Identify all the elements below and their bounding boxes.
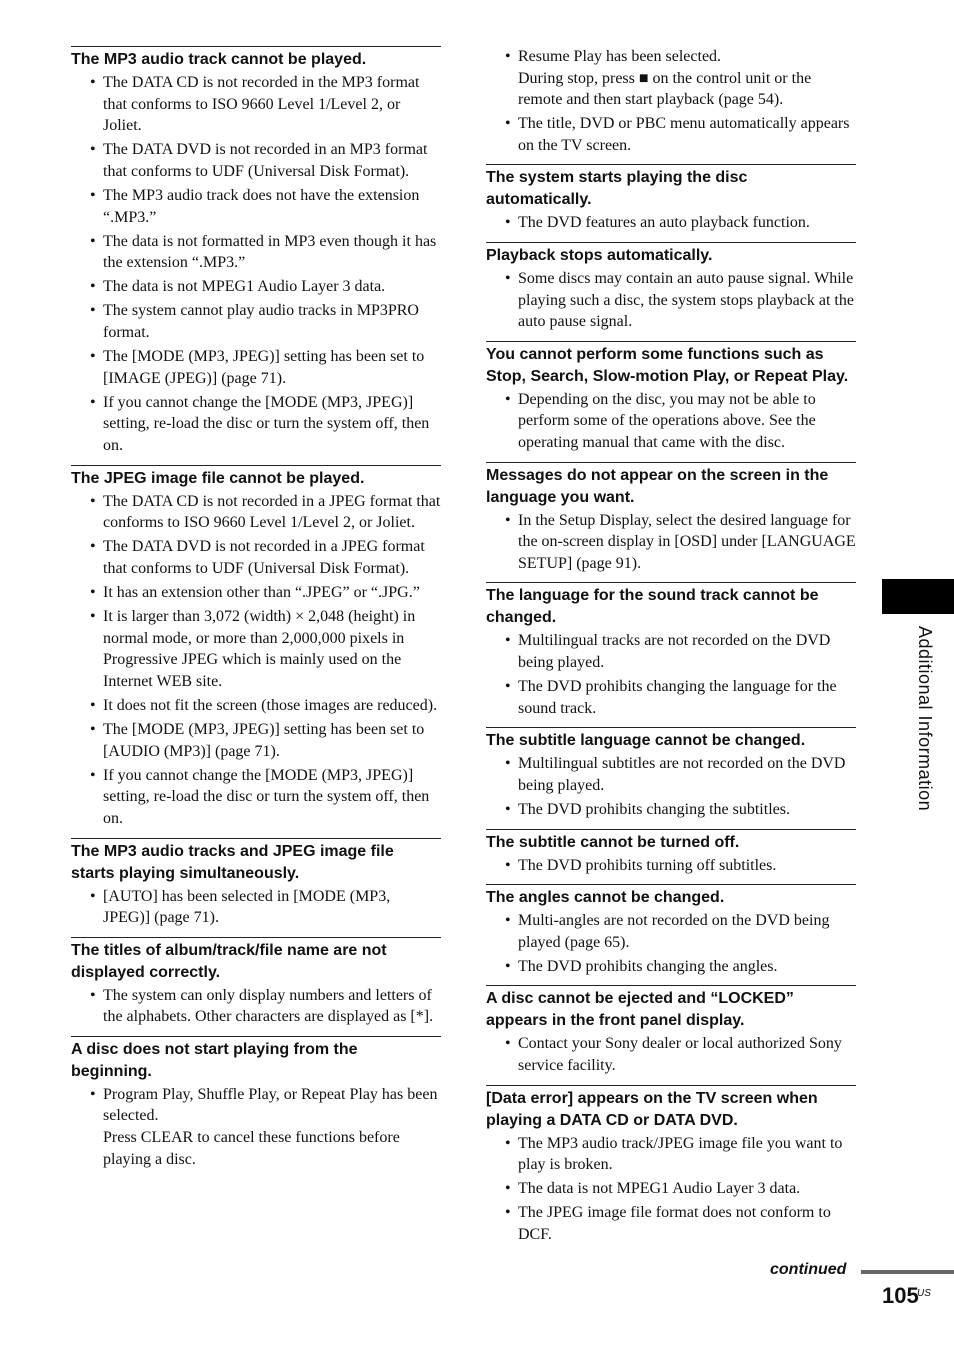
- bullet-note: Press CLEAR to cancel these functions before playing a disc.: [103, 1129, 400, 1168]
- bullet-list: [486, 855, 856, 877]
- bullet-list: [486, 630, 856, 719]
- bullet-item: [71, 582, 441, 604]
- bullet-text: • The DATA CD is not recorded in a JPEG format that conforms to ISO 9660 Level 1/Level 2, or Joliet.: [103, 492, 441, 532]
- bullet-text: • If you cannot change the [MODE (MP3, JPEG)] setting, re-load the disc or turn the system off, then on.: [103, 766, 430, 827]
- bullet-text: • The DVD prohibits changing the angles.: [518, 957, 778, 975]
- bullet-item: [486, 46, 856, 111]
- bullet-text: • Depending on the disc, you may not be able to perform some of the operations above. See the operating manual that came with the disc.: [518, 390, 816, 452]
- bullet-item: [71, 300, 441, 343]
- bullet-item: [486, 212, 856, 234]
- section-heading: The JPEG image file cannot be played.: [71, 469, 365, 487]
- right-column: [486, 46, 856, 1254]
- bullet-text: • Some discs may contain an auto pause signal. While playing such a disc, the system stops playback at the auto pause signal.: [518, 270, 854, 331]
- troubleshooting-section: [486, 582, 856, 719]
- bullet-text: • The system cannot play audio tracks in MP3PRO format.: [103, 302, 419, 342]
- bullet-item: [71, 536, 441, 579]
- bullet-item: [486, 113, 856, 156]
- bullet-text: • The DATA DVD is not recorded in a JPEG format that conforms to UDF (Universal Disk Format).: [103, 538, 425, 577]
- bullet-text: • Multilingual tracks are not recorded on the DVD being played.: [518, 632, 831, 671]
- troubleshooting-section: [486, 829, 856, 877]
- bullet-text: • It has an extension other than “.JPEG” or “.JPG.”: [103, 583, 420, 601]
- page-region-suffix: US: [917, 1288, 931, 1299]
- bullet-text: • Multilingual subtitles are not recorded on the DVD being played.: [518, 755, 846, 794]
- troubleshooting-section: [486, 727, 856, 820]
- section-heading: The angles cannot be changed.: [486, 889, 725, 907]
- bullet-list: [486, 268, 856, 333]
- bullet-list: [71, 1084, 441, 1170]
- troubleshooting-section: [486, 884, 856, 977]
- troubleshooting-section: [71, 1036, 441, 1170]
- section-heading: The language for the sound track cannot be changed.: [486, 587, 819, 627]
- troubleshooting-section: [486, 1085, 856, 1246]
- bullet-text: • The DVD prohibits turning off subtitles.: [518, 856, 777, 874]
- bullet-text: • The DVD features an auto playback function.: [518, 214, 810, 232]
- bullet-text: • The DVD prohibits changing the subtitles.: [518, 800, 790, 818]
- troubleshooting-section: [71, 937, 441, 1028]
- troubleshooting-section: [486, 462, 856, 575]
- bullet-text: • The MP3 audio track does not have the extension “.MP3.”: [103, 186, 420, 226]
- troubleshooting-section: [71, 465, 441, 830]
- bullet-text: • In the Setup Display, select the desired language for the on-screen display in [OSD] under [LANGUAGE SETUP] (page 91).: [518, 511, 856, 572]
- bullet-item: [71, 491, 441, 534]
- troubleshooting-section: [486, 46, 856, 156]
- bullet-item: [486, 1178, 856, 1200]
- bullet-text: • The data is not formatted in MP3 even though it has the extension “.MP3.”: [103, 232, 437, 272]
- bullet-text: • The JPEG image file format does not conform to DCF.: [518, 1204, 831, 1243]
- bullet-item: [71, 606, 441, 692]
- section-heading: A disc does not start playing from the beginning.: [71, 1040, 358, 1080]
- section-heading: The MP3 audio track cannot be played.: [71, 51, 367, 68]
- bullet-text: • The DVD prohibits changing the language for the sound track.: [518, 678, 837, 717]
- bullet-list: [486, 46, 856, 156]
- section-tab-marker: [882, 579, 954, 614]
- bullet-item: [71, 392, 441, 457]
- left-column: [71, 46, 441, 1178]
- troubleshooting-section: [71, 46, 441, 457]
- bullet-text: • The data is not MPEG1 Audio Layer 3 data.: [518, 1180, 801, 1198]
- bullet-item: [486, 799, 856, 821]
- bullet-item: [486, 855, 856, 877]
- troubleshooting-section: [486, 341, 856, 454]
- bullet-text: • It is larger than 3,072 (width) × 2,048 (height) in normal mode, or more than 2,000,000 pixels in Progressive JPEG which is mainly used on the Internet WEB site.: [103, 608, 416, 690]
- bullet-item: [486, 510, 856, 575]
- section-heading: Messages do not appear on the screen in the language you want.: [486, 466, 829, 506]
- bullet-text: • Resume Play has been selected.: [518, 48, 722, 65]
- bullet-text: • The system can only display numbers and letters of the alphabets. Other characters are displayed as [*].: [103, 986, 434, 1026]
- bullet-item: [71, 886, 441, 929]
- section-heading: The subtitle language cannot be changed.: [486, 732, 806, 750]
- bullet-list: [486, 910, 856, 977]
- bullet-text: • Program Play, Shuffle Play, or Repeat Play has been selected.: [103, 1085, 438, 1125]
- bullet-item: [486, 676, 856, 719]
- bullet-list: [71, 886, 441, 929]
- bullet-item: [71, 765, 441, 830]
- bullet-item: [486, 630, 856, 673]
- bullet-list: [71, 72, 441, 457]
- bullet-text: • It does not fit the screen (those images are reduced).: [103, 696, 438, 714]
- bullet-item: [486, 753, 856, 796]
- bullet-text: • [AUTO] has been selected in [MODE (MP3, JPEG)] (page 71).: [103, 887, 391, 927]
- bullet-item: [71, 719, 441, 762]
- bullet-item: [71, 695, 441, 717]
- bullet-item: [486, 956, 856, 978]
- section-heading: Playback stops automatically.: [486, 247, 713, 265]
- bullet-item: [486, 268, 856, 333]
- bullet-item: [71, 985, 441, 1028]
- section-heading: A disc cannot be ejected and “LOCKED” appears in the front panel display.: [486, 990, 794, 1030]
- bullet-text: • The [MODE (MP3, JPEG)] setting has been set to [IMAGE (JPEG)] (page 71).: [103, 348, 425, 387]
- troubleshooting-section: [486, 985, 856, 1076]
- bullet-text: • If you cannot change the [MODE (MP3, JPEG)] setting, re-load the disc or turn the system off, then on.: [103, 393, 430, 454]
- section-heading: The titles of album/track/file name are not displayed correctly.: [71, 941, 387, 981]
- bullet-item: [486, 389, 856, 454]
- section-heading: The MP3 audio tracks and JPEG image file starts playing simultaneously.: [71, 842, 394, 882]
- bullet-list: [486, 510, 856, 575]
- troubleshooting-section: [486, 164, 856, 234]
- bullet-text: • The DATA DVD is not recorded in an MP3 format that conforms to UDF (Universal Disk Format).: [103, 141, 428, 180]
- bullet-item: [486, 1033, 856, 1076]
- section-heading: The system starts playing the disc automatically.: [486, 169, 748, 209]
- section-heading: [Data error] appears on the TV screen when playing a DATA CD or DATA DVD.: [486, 1089, 818, 1129]
- bullet-item: [71, 185, 441, 228]
- bullet-text: • The MP3 audio track/JPEG image file you want to play is broken.: [518, 1134, 843, 1174]
- troubleshooting-section: [71, 838, 441, 929]
- bullet-item: [486, 910, 856, 953]
- bullet-item: [71, 139, 441, 182]
- section-tab-label: Additional Information: [915, 626, 935, 812]
- bullet-item: [71, 231, 441, 274]
- bullet-text: • Contact your Sony dealer or local authorized Sony service facility.: [518, 1035, 842, 1075]
- troubleshooting-section: [486, 242, 856, 333]
- bullet-text: • The DATA CD is not recorded in the MP3 format that conforms to ISO 9660 Level 1/Level 2, or Joliet.: [103, 74, 420, 135]
- bullet-text: • Multi-angles are not recorded on the DVD being played (page 65).: [518, 912, 830, 951]
- bullet-list: [486, 1133, 856, 1246]
- continued-bar: [861, 1270, 954, 1274]
- bullet-item: [486, 1133, 856, 1176]
- section-heading: You cannot perform some functions such as Stop, Search, Slow-motion Play, or Repeat Play.: [486, 345, 849, 385]
- bullet-item: [486, 1202, 856, 1245]
- bullet-item: [71, 346, 441, 389]
- page-number: 105: [882, 1283, 919, 1308]
- bullet-list: [486, 753, 856, 820]
- bullet-text: • The title, DVD or PBC menu automatically appears on the TV screen.: [518, 115, 850, 154]
- bullet-list: [486, 1033, 856, 1076]
- bullet-note: During stop, press ■ on the control unit or the remote and then start playback (page 54).: [518, 69, 812, 109]
- bullet-text: • The [MODE (MP3, JPEG)] setting has been set to [AUDIO (MP3)] (page 71).: [103, 721, 425, 760]
- bullet-list: [71, 985, 441, 1028]
- continued-label: continued: [770, 1261, 847, 1278]
- bullet-item: [71, 276, 441, 298]
- section-heading: The subtitle cannot be turned off.: [486, 833, 740, 851]
- bullet-list: [486, 389, 856, 454]
- bullet-item: [71, 1084, 441, 1170]
- bullet-list: [486, 212, 856, 234]
- bullet-item: [71, 72, 441, 137]
- bullet-list: [71, 491, 441, 830]
- bullet-text: • The data is not MPEG1 Audio Layer 3 data.: [103, 278, 386, 296]
